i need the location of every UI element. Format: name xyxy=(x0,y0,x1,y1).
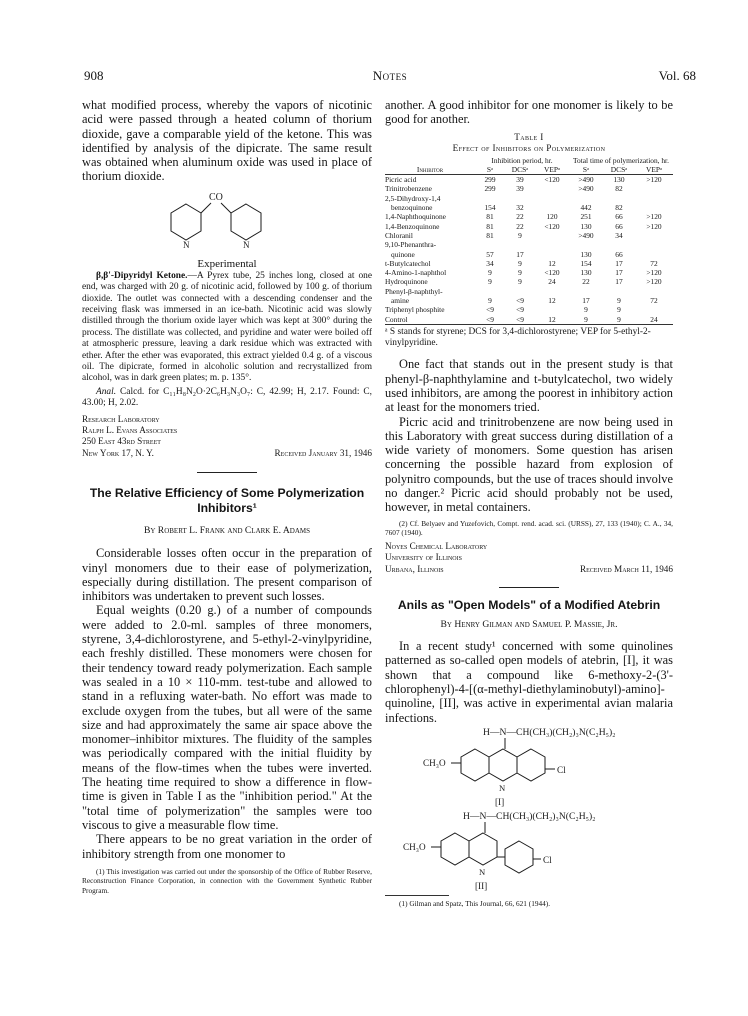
table-cell: 12 xyxy=(548,296,556,306)
table-cell: 17 xyxy=(615,258,623,268)
article3-paragraph: In a recent study¹ concerned with some quinolines patterned as so-called open models of atebrin, [I], it was shown that a compound like 6-methoxy-2-(3'-chlorophenyl)-4-[(α-methyl-diethylaminobutyl)-amino]-quinoline, [II], was active in experimental avian malaria infections. xyxy=(385,639,673,725)
table-cell xyxy=(535,250,569,259)
table-cell: 442 xyxy=(580,203,592,213)
table-header-vep: VEPᵃ xyxy=(635,165,673,175)
table-header-dcs: DCSᵃ xyxy=(603,165,635,175)
pyridine-ring-left xyxy=(171,204,201,240)
table-header-s: Sᵃ xyxy=(569,165,603,175)
table-cell: >120 xyxy=(646,277,662,287)
table-cell xyxy=(635,240,673,249)
table-cell xyxy=(635,287,673,296)
table-cell: 9 xyxy=(584,314,588,324)
inhibitor-name: 2,5-Dihydroxy-1,4 xyxy=(385,193,441,203)
table-cell xyxy=(505,287,535,296)
page-number: 908 xyxy=(84,68,104,83)
table-cell: <9 xyxy=(516,314,524,324)
table-row xyxy=(385,250,673,259)
table-row xyxy=(385,203,673,212)
table-group-inhibition: Inhibition period, hr. xyxy=(491,155,553,165)
received-date-2: Received March 11, 1946 xyxy=(579,563,673,574)
table-label: Table I xyxy=(514,131,544,142)
experimental-heading: Experimental xyxy=(197,257,257,270)
experimental-body: —A Pyrex tube, 25 inches long, closed at one end, was charged with 20 g. of nicotinic acid, followed by 100 g. of thorium dioxide. The outlet was connected with a descending condenser and the receiving flask was immersed in an ice-bath. Nicotinic acid was slowly distilled through the thorium oxide layer which was kept at 300° during the process. The distillate was collected, and pyridine and water were boiled off at atmospheric pressure, leaving a dark residue which was extracted with ether. After the ether was evaporated, this extract yielded 0.4 g. of a viscous oil. The dipicrate, formed in alcoholic solution and recrystallized from alcohol, was in dark green plates; m. p. 135°. xyxy=(82,270,373,384)
table-cell: <9 xyxy=(486,305,494,315)
table-cell: 9 xyxy=(518,258,522,268)
inhibitor-name: 4-Amino-1-naphthol xyxy=(385,268,447,278)
received-date-1: Received January 31, 1946 xyxy=(274,447,372,458)
table-row xyxy=(385,268,673,277)
table-cell xyxy=(603,240,635,249)
table-cell xyxy=(603,194,635,203)
table-cell: 251 xyxy=(580,212,592,222)
footnote-2: (2) Cf. Belyaev and Yuzefovich, Compt. rend. acad. sci. (URSS), 27, 133 (1940); C. A., 34, 7607 (1940). xyxy=(385,518,673,538)
table-cell: 17 xyxy=(516,249,524,259)
inhibitor-name: Picric acid xyxy=(385,175,417,185)
inhibitor-name: 1,4-Naphthoquinone xyxy=(385,212,446,222)
table-cell xyxy=(475,194,505,203)
inhibitor-name: Chloranil xyxy=(385,230,413,240)
table-cell: 9 xyxy=(518,230,522,240)
chloro-label: Cl xyxy=(557,764,566,775)
right-paragraph-2: Picric acid and trinitrobenzene are now being used in this Laboratory with great success during distillation of a wide variety of monomers. Some question has arisen concerning the possible hazard from explosion of polynitro compounds, but the use of traces should involve no danger.² Picric acid should probably not be used, however, in metal containers. xyxy=(385,414,673,515)
carbonyl-label: CO xyxy=(209,191,223,203)
table-cell xyxy=(603,287,635,296)
table-cell: 72 xyxy=(650,296,658,306)
table-cell: 130 xyxy=(580,249,592,259)
table-cell: >120 xyxy=(646,268,662,278)
table-header-s: Sᵃ xyxy=(475,165,505,175)
table-cell xyxy=(569,287,603,296)
table-cell: 9 xyxy=(488,277,492,287)
table-cell: 299 xyxy=(484,184,496,194)
table-cell: 9 xyxy=(617,314,621,324)
table-cell xyxy=(535,305,569,314)
inhibitor-name: amine xyxy=(391,296,410,306)
table-cell: 130 xyxy=(580,221,592,231)
analysis-text: Calcd. for C₁₁H₈N₂O·2C₆H₃N₃O₇: C, 42.99; H, 2.17. Found: C, 43.00; H, 2.02. xyxy=(82,386,372,409)
table-cell: 57 xyxy=(486,249,494,259)
lab-address-1 xyxy=(82,414,372,460)
intro-paragraph: what modified process, whereby the vapors of nicotinic acid were passed through a heated column of thorium dioxide, gave a comparable yield of the ketone. This was identified by analysis of the dipicrate. The same result was obtained when aluminum oxide was used in place of thorium dioxide. xyxy=(82,98,372,184)
table-cell: 12 xyxy=(548,258,556,268)
table-row xyxy=(385,240,673,249)
table-cell: <120 xyxy=(544,268,560,278)
atebrin-structure-I xyxy=(385,725,673,809)
lab-address-2 xyxy=(385,541,673,575)
table-row xyxy=(385,277,673,286)
table-cell: 39 xyxy=(516,175,524,185)
inhibitor-name: Trinitrobenzene xyxy=(385,184,432,194)
table-cell: >120 xyxy=(646,175,662,185)
lab-line: Noyes Chemical Laboratory xyxy=(385,540,488,551)
inhibitor-name: Phenyl-β-naphthyl- xyxy=(385,286,443,296)
structure-label-II: [II] xyxy=(475,880,488,891)
table-cell xyxy=(635,184,673,193)
running-header xyxy=(84,68,696,84)
lab-line: Ralph L. Evans Associates xyxy=(82,425,178,436)
table-row xyxy=(385,287,673,296)
table-cell xyxy=(635,203,673,212)
table-cell xyxy=(535,194,569,203)
section-title: Notes xyxy=(372,68,408,83)
table-cell xyxy=(569,194,603,203)
inhibitor-name: benzoquinone xyxy=(391,203,433,213)
table-cell: 81 xyxy=(486,212,494,222)
table-row xyxy=(385,296,673,305)
table-cell: 9 xyxy=(488,296,492,306)
analysis-label: Anal. xyxy=(96,386,117,397)
phenyl-ring xyxy=(505,841,533,873)
inhibitor-table xyxy=(385,156,673,324)
table-cell: 130 xyxy=(580,268,592,278)
table-cell: 154 xyxy=(484,203,496,213)
table-cell xyxy=(635,250,673,259)
table-cell: 39 xyxy=(516,184,524,194)
table-cell xyxy=(535,184,569,193)
table-cell: 22 xyxy=(582,277,590,287)
footnote-3: (1) Gilman and Spatz, This Journal, 66, 621 (1944). xyxy=(399,898,551,908)
table-cell: 120 xyxy=(546,212,558,222)
table-cell: 17 xyxy=(615,277,623,287)
right-paragraph-1: One fact that stands out in the present study is that phenyl-β-naphthylamine and t-butylcatechol, two widely used inhibitors, are among the poorest in inhibitory action at least for the monomers tried. xyxy=(385,357,673,415)
ring-nitrogen-label: N xyxy=(479,866,486,877)
nitrogen-label-2: N xyxy=(243,239,250,250)
table-row xyxy=(385,194,673,203)
left-column xyxy=(82,98,372,896)
table-cell xyxy=(535,240,569,249)
inhibitor-name: Triphenyl phosphite xyxy=(385,305,445,315)
table-cell xyxy=(505,240,535,249)
table-cell: 9 xyxy=(518,268,522,278)
table-cell: 82 xyxy=(615,184,623,194)
pyridine-ring-right xyxy=(231,204,261,240)
table-row xyxy=(385,315,673,324)
article-title-2: The Relative Efficiency of Some Polymerization Inhibitors¹ xyxy=(89,486,365,516)
analysis-paragraph xyxy=(82,387,372,410)
lab-line: University of Illinois xyxy=(385,552,462,563)
table-cell xyxy=(535,231,569,240)
table-row xyxy=(385,175,673,185)
table-caption: Effect of Inhibitors on Polymerization xyxy=(452,142,606,153)
footnote-1: (1) This investigation was carried out under the sponsorship of the Office of Rubber Reserve, Reconstruction Finance Corporation, in connection with the Government Synthetic Rubber Program. xyxy=(82,866,372,895)
table-cell: 17 xyxy=(615,268,623,278)
table-cell: 9 xyxy=(518,277,522,287)
table-cell xyxy=(635,305,673,314)
table-cell: 24 xyxy=(650,314,658,324)
table-cell: 82 xyxy=(615,203,623,213)
article2-paragraph-2: Equal weights (0.20 g.) of a number of compounds were added to 2.0-ml. samples of three monomers, styrene, 3,4-dichlorostyrene, and 5-ethyl-2-vinylpyridine, each freshly distilled. These monomers were chosen for their tendency toward ready polymerization. Each sample was sealed in a 10 × 110-mm. test-tube and allowed to stand in a refluxing water-bath. No effort was made to exclude oxygen from the tubes, but all were of the same size and had approximately the same air space above the monomer–inhibitor mixtures. The fluidity of the samples was periodically compared with the initial fluidity by means of the flow-times when the tubes were inverted. The heating time required to show a difference in flow-time is given in Table I as the "inhibition period." At the "total time of polymerization" the samples were too viscous to give a measurable flow time. xyxy=(82,603,372,832)
table-cell: 34 xyxy=(615,230,623,240)
table-cell: 72 xyxy=(650,258,658,268)
table-cell: 130 xyxy=(613,175,625,185)
table-header-vep: VEPᵃ xyxy=(535,165,569,175)
table-cell: 22 xyxy=(516,221,524,231)
pyridine-ring xyxy=(469,833,497,865)
table-row xyxy=(385,222,673,231)
side-chain-label: H—N—CH(CH₃)(CH₂)₃N(C₂H₅)₂ xyxy=(463,810,596,822)
benzene-ring xyxy=(441,833,469,865)
table-cell: >490 xyxy=(578,175,594,185)
volume-number: Vol. 68 xyxy=(658,68,696,83)
lab-line: 250 East 43rd Street xyxy=(82,436,161,447)
experimental-paragraph xyxy=(82,271,372,385)
inhibitor-name: t-Butylcatechol xyxy=(385,258,431,268)
compound-title: β,β'-Dipyridyl Ketone. xyxy=(96,270,188,281)
table-cell: <120 xyxy=(544,221,560,231)
inhibitor-name: Control xyxy=(385,314,408,324)
table-cell xyxy=(635,194,673,203)
lab-line: New York 17, N. Y. xyxy=(82,447,154,458)
table-group-total-time: Total time of polymerization, hr. xyxy=(573,155,669,165)
table-cell: 17 xyxy=(582,296,590,306)
table-footnote: ᵃ S stands for styrene; DCS for 3,4-dichlorostyrene; VEP for 5-ethyl-2-vinylpyridine. xyxy=(385,324,673,349)
table-cell: >120 xyxy=(646,221,662,231)
article-title-3: Anils as "Open Models" of a Modified Atebrin xyxy=(397,598,661,613)
ring-nitrogen-label: N xyxy=(499,782,506,793)
table-cell: >120 xyxy=(646,212,662,222)
table-row xyxy=(385,259,673,268)
table-cell xyxy=(475,240,505,249)
nitrogen-label-1: N xyxy=(183,239,190,250)
benzo-ring xyxy=(517,749,545,781)
methoxy-label: CH₃O xyxy=(423,757,446,768)
lab-line: Urbana, Illinois xyxy=(385,563,444,574)
dipyridyl-ketone-structure xyxy=(82,186,372,256)
table-cell: 9 xyxy=(617,296,621,306)
table-cell: 66 xyxy=(615,212,623,222)
lab-line: Research Laboratory xyxy=(82,413,160,424)
table-cell: 154 xyxy=(580,258,592,268)
table-row xyxy=(385,184,673,193)
article2-paragraph-3: There appears to be no great variation in the order of inhibitory strength from one monomer to xyxy=(82,832,372,861)
inhibitor-name: Hydroquinone xyxy=(385,277,428,287)
table-cell: 12 xyxy=(548,314,556,324)
chloro-label: Cl xyxy=(543,854,552,865)
right-column xyxy=(385,98,673,908)
table-cell: 34 xyxy=(486,258,494,268)
benzene-ring xyxy=(461,749,489,781)
table-cell: 81 xyxy=(486,221,494,231)
table-row xyxy=(385,212,673,221)
article-authors-2: By Robert L. Frank and Clark E. Adams xyxy=(143,525,311,537)
article-authors-3: By Henry Gilman and Samuel P. Massie, Jr. xyxy=(440,619,618,631)
table-cell xyxy=(535,287,569,296)
methoxy-label: CH₃O xyxy=(403,841,426,852)
footnote-divider xyxy=(385,895,449,896)
table-cell: 299 xyxy=(484,175,496,185)
table-cell: 66 xyxy=(615,221,623,231)
table-cell: 9 xyxy=(617,305,621,315)
lab-line-row xyxy=(385,564,673,575)
table-cell: 66 xyxy=(615,249,623,259)
right-intro-paragraph: another. A good inhibitor for one monomer is likely to be good for another. xyxy=(385,98,673,127)
table-cell xyxy=(535,203,569,212)
table-cell xyxy=(635,231,673,240)
section-divider xyxy=(197,472,257,473)
table-cell: <9 xyxy=(516,296,524,306)
pyridine-ring xyxy=(489,749,517,781)
table-row xyxy=(385,305,673,314)
inhibitor-name: quinone xyxy=(391,249,415,259)
table-cell: 9 xyxy=(488,268,492,278)
table-body xyxy=(385,175,673,324)
table-cell: 9 xyxy=(584,305,588,315)
table-cell xyxy=(569,240,603,249)
table-cell: 22 xyxy=(516,212,524,222)
table-cell: >490 xyxy=(578,230,594,240)
table-header-dcs: DCSᵃ xyxy=(505,165,535,175)
inhibitor-name: 9,10-Phenanthra- xyxy=(385,240,437,250)
quinoline-structure-II xyxy=(385,809,673,893)
table-cell: >490 xyxy=(578,184,594,194)
article2-paragraph-1: Considerable losses often occur in the preparation of vinyl monomers due to their ease of polymerization, especially during distillation. The present comparison of inhibitors was undertaken to prevent such losses. xyxy=(82,546,372,604)
side-chain-label: H—N—CH(CH₃)(CH₂)₃N(C₂H₅)₂ xyxy=(483,726,616,738)
table-cell: 81 xyxy=(486,230,494,240)
table-header-inhibitor: Inhibitor xyxy=(385,165,475,175)
section-divider xyxy=(499,587,559,588)
structure-label-I: [I] xyxy=(495,796,505,807)
table-cell xyxy=(505,194,535,203)
table-cell xyxy=(475,287,505,296)
table-cell: 24 xyxy=(548,277,556,287)
lab-line-row xyxy=(82,448,372,459)
table-row xyxy=(385,231,673,240)
table-cell: 32 xyxy=(516,203,524,213)
table-cell: <9 xyxy=(486,314,494,324)
inhibitor-name: 1,4-Benzoquinone xyxy=(385,221,440,231)
table-cell: <120 xyxy=(544,175,560,185)
table-cell: <9 xyxy=(516,305,524,315)
